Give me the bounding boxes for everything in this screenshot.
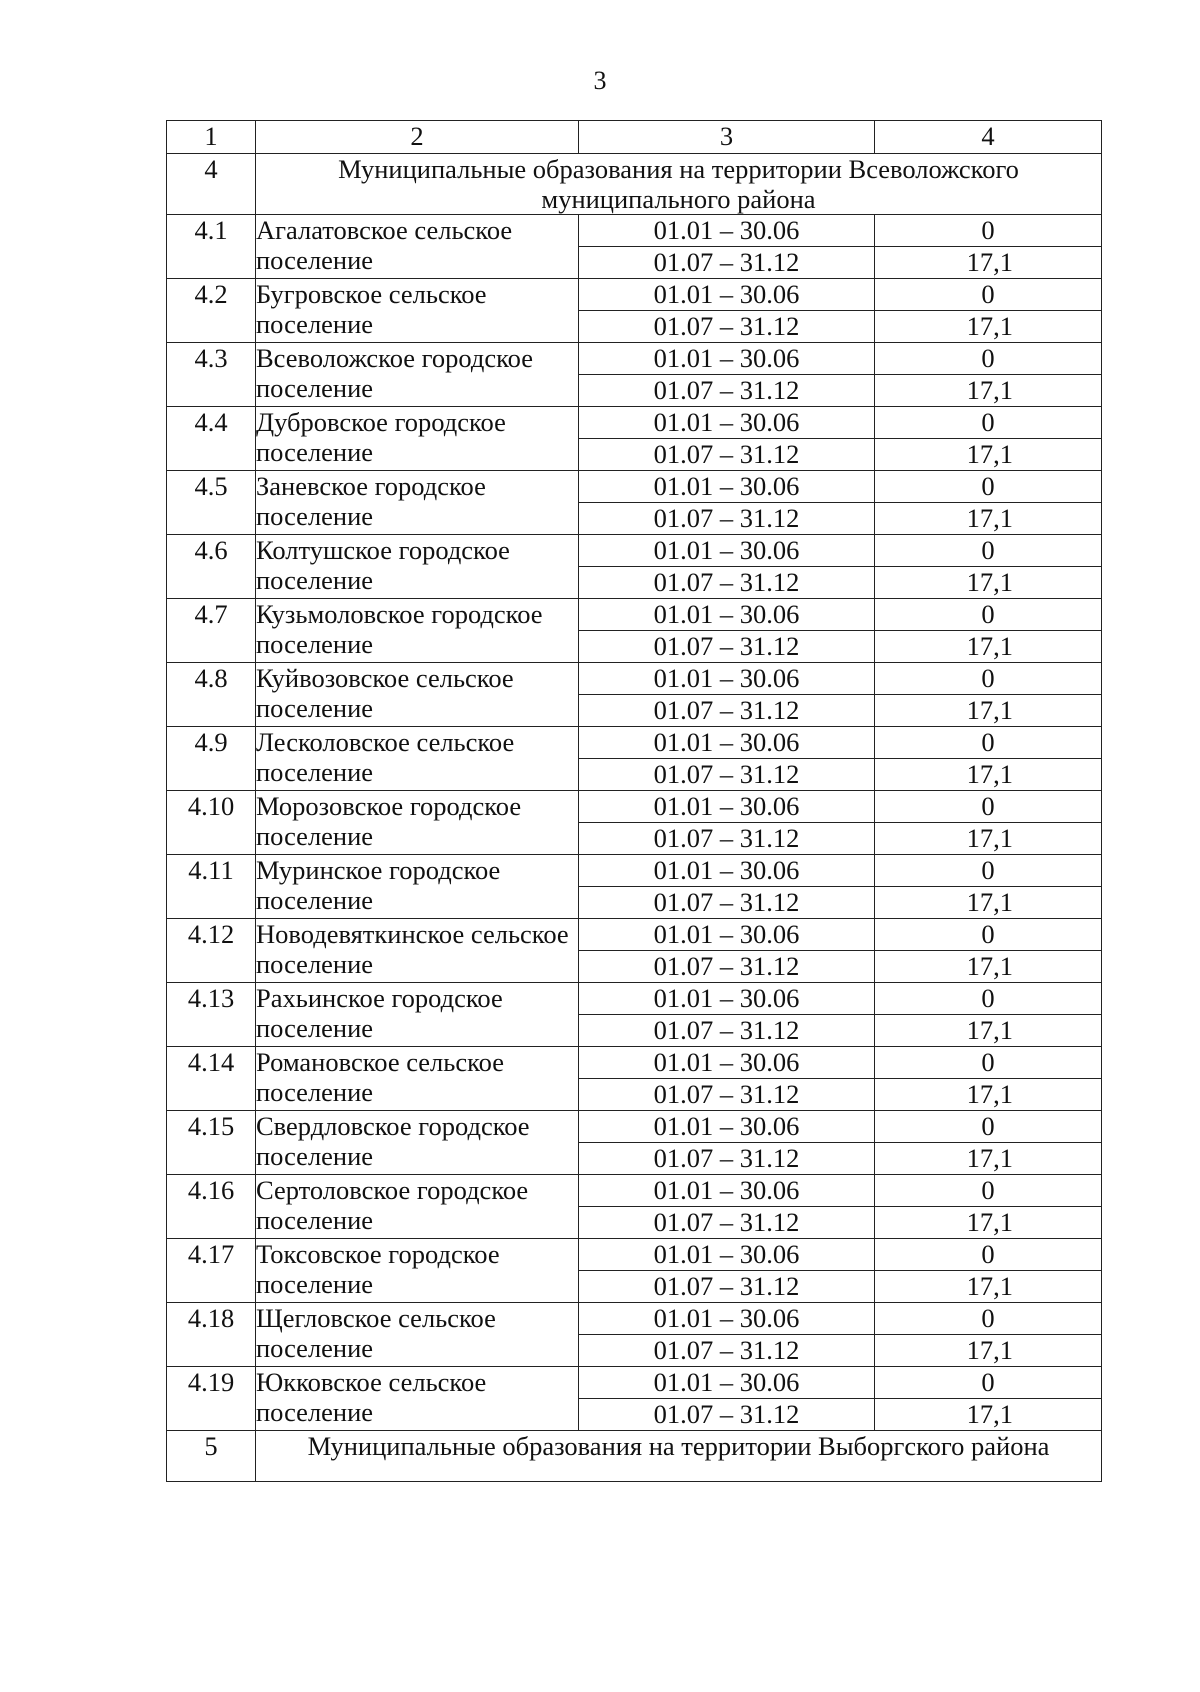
rate-second-half: 17,1 (875, 759, 1102, 791)
settlement-name: Романовское сельское поселение (256, 1047, 579, 1111)
rate-second-half: 17,1 (875, 1015, 1102, 1047)
row-number: 4.2 (167, 279, 256, 343)
column-number-3: 3 (579, 121, 875, 154)
period-first-half: 01.01 – 30.06 (579, 1367, 875, 1399)
settlement-name: Кузьмоловское городское поселение (256, 599, 579, 663)
period-second-half: 01.07 – 31.12 (579, 1399, 875, 1431)
rate-first-half: 0 (875, 1111, 1102, 1143)
settlement-name: Дубровское городское поселение (256, 407, 579, 471)
period-second-half: 01.07 – 31.12 (579, 503, 875, 535)
table-row (167, 343, 1102, 375)
settlement-name: Юкковское сельское поселение (256, 1367, 579, 1431)
rate-first-half: 0 (875, 727, 1102, 759)
table-row (167, 1175, 1102, 1207)
rate-second-half: 17,1 (875, 1399, 1102, 1431)
table-row (167, 663, 1102, 695)
rate-first-half: 0 (875, 1239, 1102, 1271)
column-number-2: 2 (256, 121, 579, 154)
rate-second-half: 17,1 (875, 311, 1102, 343)
period-second-half: 01.07 – 31.12 (579, 1143, 875, 1175)
rate-second-half: 17,1 (875, 247, 1102, 279)
period-second-half: 01.07 – 31.12 (579, 951, 875, 983)
rate-first-half: 0 (875, 1367, 1102, 1399)
period-first-half: 01.01 – 30.06 (579, 599, 875, 631)
rate-first-half: 0 (875, 599, 1102, 631)
table-row (167, 471, 1102, 503)
rate-first-half: 0 (875, 1175, 1102, 1207)
section-5-title: Муниципальные образования на территории Выборгского района (256, 1431, 1102, 1482)
table-row (167, 919, 1102, 951)
rate-second-half: 17,1 (875, 439, 1102, 471)
row-number: 4.8 (167, 663, 256, 727)
rate-second-half: 17,1 (875, 1079, 1102, 1111)
column-number-4: 4 (875, 121, 1102, 154)
period-second-half: 01.07 – 31.12 (579, 439, 875, 471)
table-row (167, 1367, 1102, 1399)
settlement-name: Новодевяткинское сельское поселение (256, 919, 579, 983)
rate-second-half: 17,1 (875, 631, 1102, 663)
period-first-half: 01.01 – 30.06 (579, 1303, 875, 1335)
period-first-half: 01.01 – 30.06 (579, 1239, 875, 1271)
rate-second-half: 17,1 (875, 887, 1102, 919)
period-second-half: 01.07 – 31.12 (579, 1207, 875, 1239)
table-row (167, 983, 1102, 1015)
rate-second-half: 17,1 (875, 951, 1102, 983)
settlement-name: Бугровское сельское поселение (256, 279, 579, 343)
table-row (167, 215, 1102, 247)
row-number: 4.7 (167, 599, 256, 663)
rate-second-half: 17,1 (875, 823, 1102, 855)
row-number: 4.15 (167, 1111, 256, 1175)
page-number: 3 (593, 66, 607, 95)
settlement-name: Токсовское городское поселение (256, 1239, 579, 1303)
rate-first-half: 0 (875, 983, 1102, 1015)
period-first-half: 01.01 – 30.06 (579, 663, 875, 695)
table-row (167, 407, 1102, 439)
table-row (167, 1111, 1102, 1143)
settlement-name: Свердловское городское поселение (256, 1111, 579, 1175)
rate-first-half: 0 (875, 343, 1102, 375)
period-second-half: 01.07 – 31.12 (579, 631, 875, 663)
row-number: 4.5 (167, 471, 256, 535)
table-row (167, 1303, 1102, 1335)
settlement-name: Рахьинское городское поселение (256, 983, 579, 1047)
settlement-name: Морозовское городское поселение (256, 791, 579, 855)
rate-first-half: 0 (875, 855, 1102, 887)
row-number: 4.3 (167, 343, 256, 407)
table-body (167, 121, 1102, 1482)
period-second-half: 01.07 – 31.12 (579, 1271, 875, 1303)
row-number: 4.11 (167, 855, 256, 919)
rate-second-half: 17,1 (875, 375, 1102, 407)
table-row (167, 1047, 1102, 1079)
rate-first-half: 0 (875, 535, 1102, 567)
section-4-number: 4 (167, 154, 256, 215)
row-number: 4.6 (167, 535, 256, 599)
row-number: 4.18 (167, 1303, 256, 1367)
settlement-name: Всеволожское городское поселение (256, 343, 579, 407)
period-second-half: 01.07 – 31.12 (579, 887, 875, 919)
settlement-name: Заневское городское поселение (256, 471, 579, 535)
rate-second-half: 17,1 (875, 1335, 1102, 1367)
table-row (167, 855, 1102, 887)
row-number: 4.19 (167, 1367, 256, 1431)
settlement-name: Колтушское городское поселение (256, 535, 579, 599)
section-5-row (167, 1431, 1102, 1482)
row-number: 4.4 (167, 407, 256, 471)
section-4-title: Муниципальные образования на территории Всеволожского муниципального района (256, 154, 1102, 215)
rate-second-half: 17,1 (875, 503, 1102, 535)
table-row (167, 599, 1102, 631)
section-4-row (167, 154, 1102, 215)
period-first-half: 01.01 – 30.06 (579, 279, 875, 311)
table-row (167, 279, 1102, 311)
period-first-half: 01.01 – 30.06 (579, 919, 875, 951)
rate-first-half: 0 (875, 279, 1102, 311)
rate-second-half: 17,1 (875, 1143, 1102, 1175)
row-number: 4.17 (167, 1239, 256, 1303)
rate-first-half: 0 (875, 471, 1102, 503)
period-second-half: 01.07 – 31.12 (579, 695, 875, 727)
table-row (167, 727, 1102, 759)
rate-first-half: 0 (875, 215, 1102, 247)
period-first-half: 01.01 – 30.06 (579, 535, 875, 567)
period-first-half: 01.01 – 30.06 (579, 1175, 875, 1207)
period-second-half: 01.07 – 31.12 (579, 1015, 875, 1047)
section-5-number: 5 (167, 1431, 256, 1482)
rate-first-half: 0 (875, 663, 1102, 695)
rate-second-half: 17,1 (875, 695, 1102, 727)
rate-first-half: 0 (875, 919, 1102, 951)
row-number: 4.16 (167, 1175, 256, 1239)
column-number-row (167, 121, 1102, 154)
period-first-half: 01.01 – 30.06 (579, 343, 875, 375)
period-second-half: 01.07 – 31.12 (579, 823, 875, 855)
rate-first-half: 0 (875, 407, 1102, 439)
rate-first-half: 0 (875, 1303, 1102, 1335)
period-first-half: 01.01 – 30.06 (579, 1047, 875, 1079)
period-second-half: 01.07 – 31.12 (579, 567, 875, 599)
period-second-half: 01.07 – 31.12 (579, 1079, 875, 1111)
table-row (167, 791, 1102, 823)
rate-first-half: 0 (875, 791, 1102, 823)
table-row (167, 1239, 1102, 1271)
column-number-1: 1 (167, 121, 256, 154)
row-number: 4.9 (167, 727, 256, 791)
table-row (167, 535, 1102, 567)
period-second-half: 01.07 – 31.12 (579, 247, 875, 279)
row-number: 4.13 (167, 983, 256, 1047)
settlement-name: Щегловское сельское поселение (256, 1303, 579, 1367)
period-second-half: 01.07 – 31.12 (579, 1335, 875, 1367)
settlements-table (166, 120, 1102, 1482)
period-first-half: 01.01 – 30.06 (579, 791, 875, 823)
period-first-half: 01.01 – 30.06 (579, 471, 875, 503)
settlement-name: Куйвозовское сельское поселение (256, 663, 579, 727)
period-first-half: 01.01 – 30.06 (579, 215, 875, 247)
rate-first-half: 0 (875, 1047, 1102, 1079)
rate-second-half: 17,1 (875, 1271, 1102, 1303)
settlement-name: Муринское городское поселение (256, 855, 579, 919)
row-number: 4.10 (167, 791, 256, 855)
settlement-name: Агалатовское сельское поселение (256, 215, 579, 279)
row-number: 4.12 (167, 919, 256, 983)
rate-second-half: 17,1 (875, 1207, 1102, 1239)
row-number: 4.14 (167, 1047, 256, 1111)
period-first-half: 01.01 – 30.06 (579, 1111, 875, 1143)
period-first-half: 01.01 – 30.06 (579, 855, 875, 887)
row-number: 4.1 (167, 215, 256, 279)
period-second-half: 01.07 – 31.12 (579, 375, 875, 407)
period-first-half: 01.01 – 30.06 (579, 727, 875, 759)
period-second-half: 01.07 – 31.12 (579, 759, 875, 791)
rate-second-half: 17,1 (875, 567, 1102, 599)
period-first-half: 01.01 – 30.06 (579, 407, 875, 439)
settlement-name: Сертоловское городское поселение (256, 1175, 579, 1239)
period-first-half: 01.01 – 30.06 (579, 983, 875, 1015)
settlement-name: Лесколовское сельское поселение (256, 727, 579, 791)
period-second-half: 01.07 – 31.12 (579, 311, 875, 343)
